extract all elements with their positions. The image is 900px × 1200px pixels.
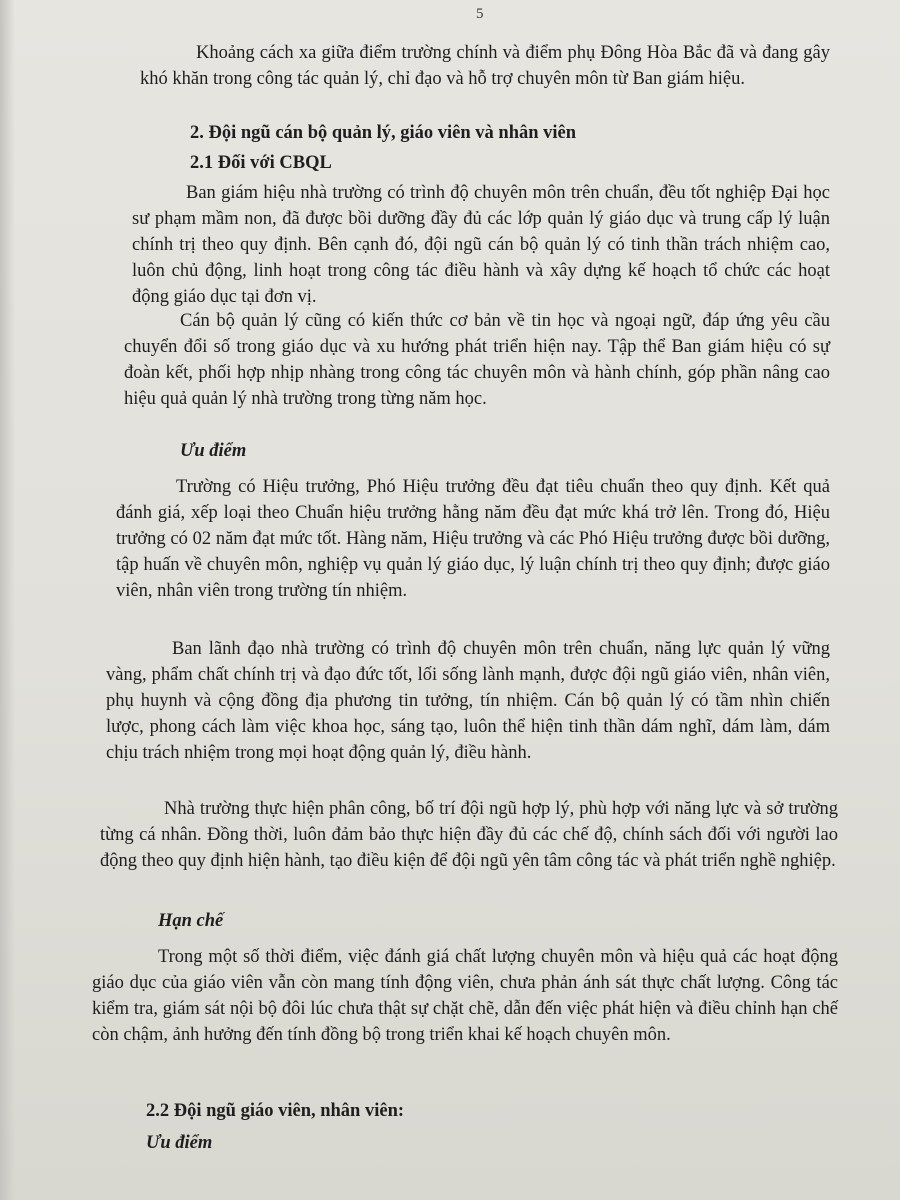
paragraph-staff-assignment: Nhà trường thực hiện phân công, bố trí đội ngũ hợp lý, phù hợp với năng lực và sở trường từng cá nhân. Đồng thời, luôn đảm bảo thực hiện đầy đủ các chế độ, chính sách đối với người lao động theo quy định hiện hành, tạo điều kiện để đội ngũ yên tâm công tác và phát triển nghề nghiệp. (100, 799, 838, 871)
page-number: 5 (476, 6, 484, 22)
advantages-heading-2: Ưu điểm (146, 1133, 213, 1153)
subsection-heading-cbql: 2.1 Đối với CBQL (190, 153, 332, 173)
paragraph-distance-issue: Khoảng cách xa giữa điểm trường chính và điểm phụ Đông Hòa Bắc đã và đang gây khó khăn trong công tác quản lý, chỉ đạo và hỗ trợ chuyên môn từ Ban giám hiệu. (140, 43, 830, 89)
section-heading-staff: 2. Đội ngũ cán bộ quản lý, giáo viên và nhân viên (190, 123, 577, 143)
paragraph-management-skills: Cán bộ quản lý cũng có kiến thức cơ bản về tin học và ngoại ngữ, đáp ứng yêu cầu chuyển đổi số trong giáo dục và xu hướng phát triển hiện nay. Tập thể Ban giám hiệu có sự đoàn kết, phối hợp nhịp nhàng trong công tác chuyên môn và hành chính, góp phần nâng cao hiệu quả quản lý nhà trường trong từng năm học. (124, 311, 830, 409)
limitations-heading: Hạn chế (158, 911, 224, 931)
subsection-heading-teachers: 2.2 Đội ngũ giáo viên, nhân viên: (146, 1101, 405, 1121)
paragraph-limitations: Trong một số thời điểm, việc đánh giá chất lượng chuyên môn và hiệu quả các hoạt động giáo dục của giáo viên vẫn còn mang tính động viên, chưa phản ánh sát thực chất lượng. Công tác kiểm tra, giám sát nội bộ đôi lúc chưa thật sự chặt chẽ, dẫn đến việc phát hiện và điều chỉnh hạn chế còn chậm, ảnh hưởng đến tính đồng bộ trong triển khai kế hoạch chuyên môn. (92, 947, 838, 1045)
paragraph-management-qualification: Ban giám hiệu nhà trường có trình độ chuyên môn trên chuẩn, đều tốt nghiệp Đại học sư phạm mầm non, đã được bồi dưỡng đầy đủ các lớp quản lý giáo dục và trung cấp lý luận chính trị theo quy định. Bên cạnh đó, đội ngũ cán bộ quản lý có tinh thần trách nhiệm cao, luôn chủ động, linh hoạt trong công tác điều hành và xây dựng kế hoạch tổ chức các hoạt động giáo dục tại đơn vị. (132, 183, 830, 307)
paragraph-leadership-quality: Ban lãnh đạo nhà trường có trình độ chuyên môn trên chuẩn, năng lực quản lý vững vàng, phẩm chất chính trị và đạo đức tốt, lối sống lành mạnh, được đội ngũ giáo viên, nhân viên, phụ huynh và cộng đồng địa phương tin tưởng, tín nhiệm. Cán bộ quản lý có tầm nhìn chiến lược, phong cách làm việc khoa học, sáng tạo, luôn thể hiện tinh thần dám nghĩ, dám làm, dám chịu trách nhiệm trong mọi hoạt động quản lý, điều hành. (106, 639, 830, 763)
paragraph-principal-standards: Trường có Hiệu trưởng, Phó Hiệu trưởng đều đạt tiêu chuẩn theo quy định. Kết quả đánh giá, xếp loại theo Chuẩn hiệu trưởng hằng năm đều đạt mức khá trở lên. Trong đó, Hiệu trưởng có 02 năm đạt mức tốt. Hàng năm, Hiệu trưởng và các Phó Hiệu trưởng được bồi dưỡng, tập huấn về chuyên môn, nghiệp vụ quản lý giáo dục, lý luận chính trị theo quy định; được giáo viên, nhân viên trong trường tín nhiệm. (116, 477, 830, 601)
advantages-heading: Ưu điểm (180, 441, 247, 461)
